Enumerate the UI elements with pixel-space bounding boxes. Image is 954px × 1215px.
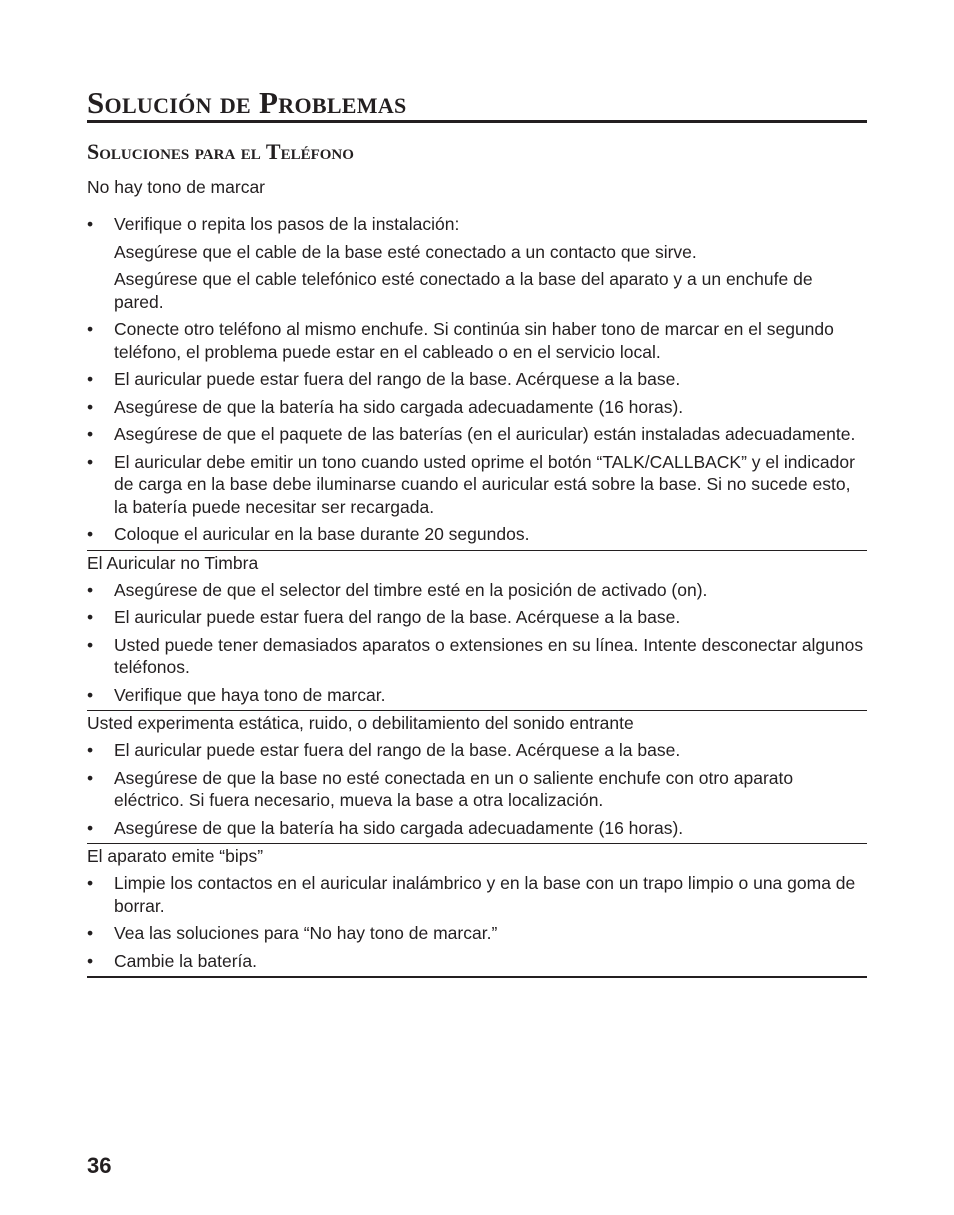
solution-text: Limpie los contactos en el auricular inalámbrico y en la base con un trapo limpio o una goma de borrar.	[114, 873, 856, 916]
solution-text: El auricular puede estar fuera del rango de la base. Acérquese a la base.	[114, 607, 681, 627]
solution-item	[87, 606, 867, 629]
solution-text: Asegúrese de que la batería ha sido cargada adecuadamente (16 horas).	[114, 396, 684, 417]
title-rule	[87, 120, 867, 123]
problem-heading: El Auricular no Timbra	[87, 552, 259, 573]
problem-section-no-ring	[87, 551, 867, 712]
solution-list	[87, 739, 867, 839]
bullet-marker: •	[87, 684, 94, 705]
solution-text: Asegúrese de que la base no esté conectada en un o saliente enchufe con otro aparato eléctrico. Si fuera necesario, mueva la base a otra localización.	[114, 767, 794, 810]
page-number: 36	[87, 1153, 112, 1178]
bullet-marker: •	[87, 634, 94, 655]
problem-heading: No hay tono de marcar	[87, 177, 266, 197]
solution-text: Asegúrese de que la batería ha sido cargada adecuadamente (16 horas).	[114, 817, 684, 838]
bullet-marker: •	[87, 396, 94, 417]
solution-item	[87, 318, 867, 363]
bullet-marker: •	[87, 923, 94, 943]
bullet-marker: •	[87, 817, 94, 838]
solution-item	[87, 817, 867, 840]
page-title: Solución de Problemas	[87, 85, 407, 120]
bullet-marker: •	[87, 950, 94, 971]
problem-heading: Usted experimenta estática, ruido, o debilitamiento del sonido entrante	[87, 713, 634, 733]
solution-text: El auricular puede estar fuera del rango de la base. Acérquese a la base.	[114, 740, 681, 760]
bullet-marker: •	[87, 767, 94, 788]
bullet-marker: •	[87, 607, 94, 627]
solution-text: Verifique o repita los pasos de la instalación:	[114, 214, 460, 234]
solution-text: Usted puede tener demasiados aparatos o extensiones en su línea. Intente desconectar algunos teléfonos.	[114, 634, 864, 677]
solution-text: El auricular debe emitir un tono cuando usted oprime el botón “TALK/CALLBACK” y el indicador de carga en la base debe iluminarse cuando el auricular está sobre la base. Si no sucede esto, la batería puede necesitar ser recargada.	[114, 451, 855, 517]
solution-list	[87, 213, 867, 546]
solution-item	[87, 213, 867, 313]
solution-item	[87, 872, 867, 917]
solution-text: El auricular puede estar fuera del rango de la base. Acérquese a la base.	[114, 369, 681, 389]
solution-item	[87, 579, 867, 602]
bullet-marker: •	[87, 319, 94, 339]
solution-text: Verifique que haya tono de marcar.	[114, 684, 386, 705]
solution-text: Asegúrese de que el selector del timbre esté en la posición de activado (on).	[114, 579, 708, 600]
solution-text: Asegúrese de que el paquete de las baterías (en el auricular) están instaladas adecuadamente.	[114, 424, 856, 444]
solution-text: Cambie la batería.	[114, 950, 257, 971]
bullet-marker: •	[87, 873, 94, 893]
solution-text: Vea las soluciones para “No hay tono de marcar.”	[114, 923, 498, 943]
solution-item	[87, 634, 867, 679]
solution-text: Coloque el auricular en la base durante 20 segundos.	[114, 524, 530, 544]
solution-list	[87, 872, 867, 972]
solution-item	[87, 767, 867, 812]
section-subtitle: Soluciones para el Teléfono	[87, 139, 354, 164]
bullet-marker: •	[87, 424, 94, 444]
solution-item	[87, 739, 867, 762]
problem-section-no-dial-tone	[87, 175, 867, 551]
solution-item	[87, 396, 867, 419]
solution-item	[87, 950, 867, 973]
solution-text: Conecte otro teléfono al mismo enchufe. Si continúa sin haber tono de marcar en el segundo teléfono, el problema puede estar en el cableado o en el servicio local.	[114, 319, 834, 362]
solution-list	[87, 579, 867, 707]
troubleshooting-content	[87, 175, 867, 978]
bullet-marker: •	[87, 524, 94, 544]
bullet-marker: •	[87, 214, 94, 234]
solution-item	[87, 423, 867, 446]
problem-section-beeps	[87, 844, 867, 978]
bullet-marker: •	[87, 740, 94, 760]
problem-section-static-noise	[87, 711, 867, 844]
solution-item	[87, 523, 867, 546]
bullet-marker: •	[87, 451, 94, 472]
solution-item	[87, 922, 867, 945]
problem-heading: El aparato emite “bips”	[87, 846, 264, 866]
solution-text: Asegúrese que el cable de la base esté conectado a un contacto que sirve.	[114, 241, 697, 262]
solution-text: Asegúrese que el cable telefónico esté conectado a la base del aparato y a un enchufe de pared.	[114, 269, 813, 312]
solution-item	[87, 451, 867, 519]
solution-item	[87, 684, 867, 707]
solution-item	[87, 368, 867, 391]
bullet-marker: •	[87, 369, 94, 389]
bullet-marker: •	[87, 579, 94, 600]
